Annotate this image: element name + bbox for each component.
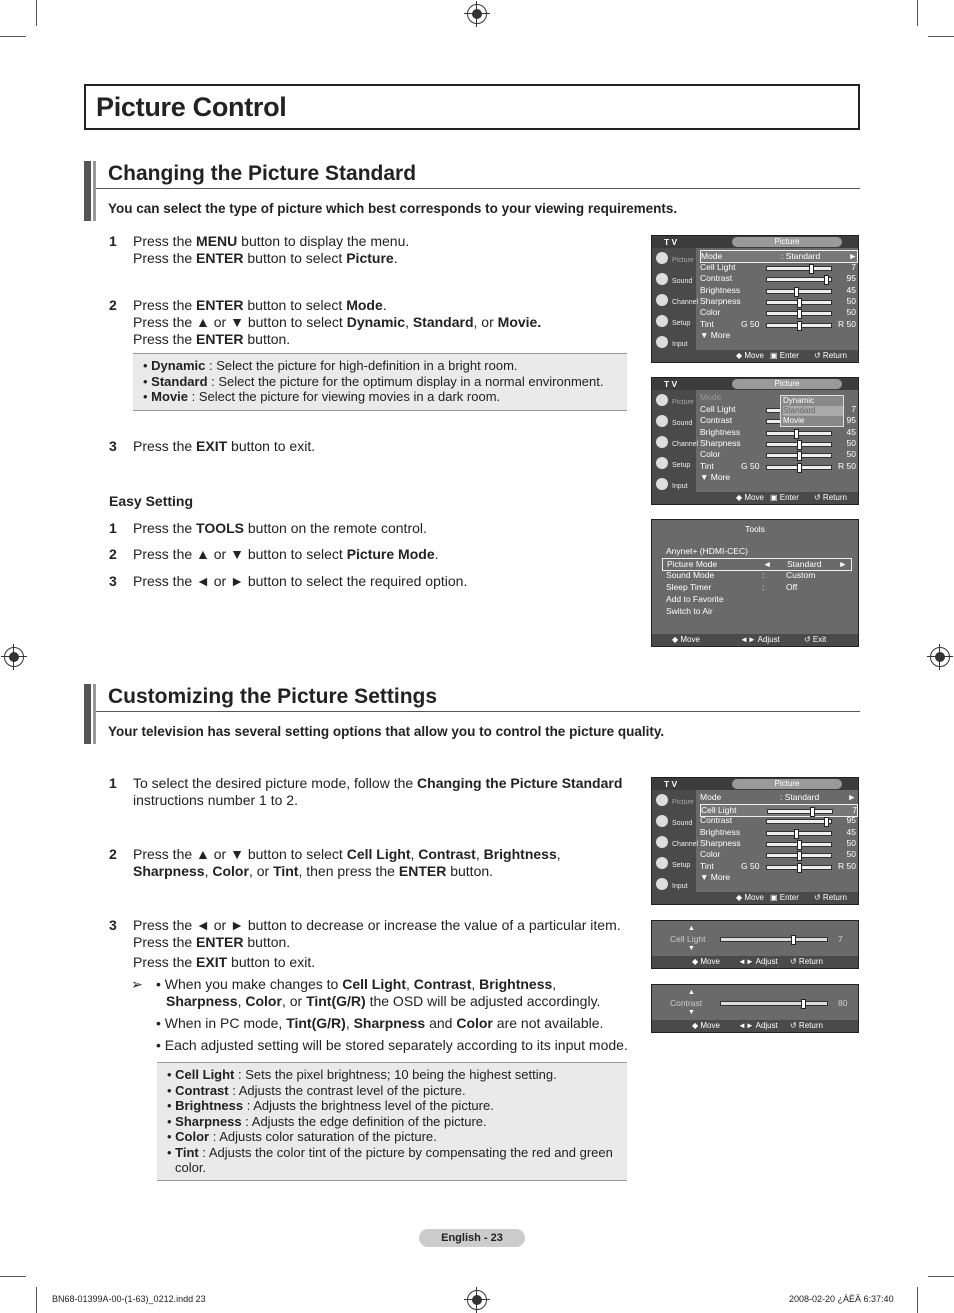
osd-setting-row [700,296,856,307]
osd-mode-row [700,792,856,803]
sidebar-item-label: Sound [672,820,693,827]
footer-move: ◆ Move [736,351,764,360]
footer-move: ◆ Move [692,957,720,966]
sound-icon [656,815,668,827]
adjust-slider [720,1001,828,1006]
dropdown-option: Standard [783,406,843,416]
sidebar-item-sound [654,271,694,291]
sidebar-item-label: Sound [672,420,693,427]
sidebar-item-picture [654,392,694,412]
sidebar-item-label: Picture [672,257,694,264]
tint-g: G 50 [741,460,760,471]
note-line: • Brightness : Adjusts the brightness level of the picture. [167,1098,494,1113]
tint-slider [766,865,832,870]
crop-mark [0,36,26,37]
tip-line: • When in PC mode, Tint(G/R), Sharpness and Color are not available. [156,1015,604,1031]
tools-item-sep: ◄ [763,559,772,569]
crop-mark [36,1287,37,1313]
adjust-label: Contrast [670,998,703,1008]
osd-sidebar [652,790,699,892]
step-text: Press the EXIT button to exit. [133,438,316,454]
osd-setting-row [700,849,856,860]
osd-tab: Picture [732,779,842,789]
row-label: Cell Light [700,262,736,272]
input-icon [656,878,668,890]
row-value: 50 [846,449,856,460]
step-number: 3 [109,573,117,589]
tip-arrow-icon: ➢ [131,976,143,992]
row-value: 45 [846,426,856,437]
page-title: Picture Control [96,92,287,122]
tint-slider [766,465,832,470]
step-number: 2 [109,846,117,862]
footer-return: ↺ Return [814,893,847,902]
osd-more-row: ▼ More [700,871,731,882]
row-value: 50 [846,849,856,860]
row-value: 50 [846,295,856,306]
row-slider [766,831,832,836]
osd-setting-row [700,273,856,284]
sidebar-item-setup [654,455,694,475]
footer-return: ↺ Return [814,351,847,360]
step-number: 2 [109,546,117,562]
osd-sidebar [652,390,699,492]
footer-enter: ▣ Enter [770,893,799,902]
row-slider [766,311,832,316]
section-heading: Customizing the Picture Settings [108,685,438,708]
osd-footer [652,492,858,504]
adjust-osd [651,920,859,969]
sidebar-item-sound [654,413,694,433]
sound-icon [656,415,668,427]
sidebar-item-label: Input [672,883,688,890]
row-label: Contrast [700,273,733,284]
tools-item-label: Switch to Air [666,606,713,616]
row-value: 50 [846,837,856,848]
sidebar-item-channel [654,434,699,454]
step-text: Press the ENTER button. [133,934,291,950]
footer-adjust: ◄► Adjust [738,957,778,966]
row-label: Tint [700,860,714,871]
crop-mark [928,36,954,37]
step-text: Press the ▲ or ▼ button to select Picture Mode. [133,546,439,562]
input-icon [656,478,668,490]
sidebar-item-label: Sound [672,278,693,285]
step-text: Press the ▲ or ▼ button to select Dynamic, Standard, or Movie. [133,314,542,330]
sidebar-item-label: Input [672,341,688,348]
row-label: Tint [700,318,714,329]
osd-more-row: ▼ More [700,471,731,482]
arrow-right-icon: ► [847,792,856,802]
picture-icon [656,252,668,264]
row-value: 50 [846,437,856,448]
row-slider [766,853,832,858]
tint-slider [766,323,832,328]
row-value: 7 [851,404,856,414]
registration-mark-icon [467,1290,487,1310]
row-value: 95 [846,815,856,826]
tip-line: • When you make changes to Cell Light, Contrast, Brightness, [156,976,557,992]
row-slider [766,431,832,436]
adjust-label: Cell Light [670,934,706,944]
sidebar-item-label: Input [672,483,688,490]
arrow-down-icon: ▼ [688,1009,695,1016]
note-line: color. [175,1160,207,1175]
osd-footer [652,892,858,904]
sidebar-item-label: Setup [672,862,691,869]
row-slider [766,300,832,305]
note-line: • Color : Adjusts color saturation of the picture. [167,1129,437,1144]
setup-icon [656,857,668,869]
footer-return: ↺ Return [790,957,823,966]
tools-item-label: Add to Favorite [666,594,724,604]
row-value: 45 [846,284,856,295]
tint-r: R 50 [838,318,856,329]
slider-knob [791,935,796,945]
osd-setting-row [700,307,856,318]
step-text: Press the ENTER button to select Mode. [133,297,387,313]
picture-menu-osd [651,777,859,905]
note-box [157,1062,627,1181]
footer-enter: ▣ Enter [770,493,799,502]
row-label: Color [700,849,721,860]
footer-move: ◆ Move [736,493,764,502]
title-box [84,84,860,130]
picture-menu-osd [651,235,859,363]
osd-header [652,236,858,248]
crop-mark [917,1287,918,1313]
crop-mark [928,1276,954,1277]
row-label: Cell Light [700,404,736,414]
row-label: Brightness [700,426,741,437]
row-label: Mode [700,392,722,402]
sound-icon [656,273,668,285]
step-text: Press the ENTER button. [133,331,291,347]
row-label: Mode [701,251,723,261]
adjust-value: 7 [838,934,843,944]
osd-footer [652,956,858,968]
file-name: BN68-01399A-00-(1-63)_0212.indd 23 [52,1294,206,1304]
row-label: Color [700,307,721,318]
tools-item-sep: : [762,582,765,592]
crop-mark [0,1276,26,1277]
row-slider [766,266,832,271]
section-bar [93,161,96,221]
note-box [133,353,627,411]
step-text: Press the TOOLS button on the remote control. [133,520,427,536]
row-slider [766,453,832,458]
row-slider [766,442,832,447]
tools-item-label: Picture Mode [667,559,718,569]
tools-item [662,582,850,593]
section-lead: You can select the type of picture which best corresponds to your viewing requirements. [108,201,678,216]
registration-mark-icon [467,4,487,24]
osd-setting-row [700,262,856,273]
osd-setting-row [700,285,856,296]
step-number: 3 [109,438,117,454]
footer-move: ◆ Move [692,1021,720,1030]
row-label: Cell Light [701,805,737,815]
dropdown-option: Dynamic [783,396,815,405]
setup-icon [656,315,668,327]
step-text: Sharpness, Color, or Tint, then press the ENTER button. [133,863,494,879]
row-label: Sharpness [700,437,741,448]
row-label: Tint [700,460,714,471]
section-bar [93,684,96,744]
sidebar-item-channel [654,834,699,854]
osd-footer [652,1020,858,1032]
row-label: Color [700,449,721,460]
sidebar-item-label: Setup [672,462,691,469]
footer-return: ↺ Return [790,1021,823,1030]
step-text: To select the desired picture mode, follow the Changing the Picture Standard [133,775,623,791]
row-value: 45 [846,826,856,837]
row-label: Brightness [700,284,741,295]
dropdown-option: Movie [783,416,805,425]
crop-mark [917,0,918,26]
tint-r: R 50 [838,860,856,871]
osd-setting-row [700,427,856,438]
row-label: Contrast [700,815,733,826]
note-line: • Tint : Adjusts the color tint of the picture by compensating the red and green [167,1144,613,1160]
tip-line: • Each adjusted setting will be stored separately according to its input mode. [156,1037,628,1053]
note-line: • Dynamic : Select the picture for high-definition in a bright room. [143,358,518,373]
row-slider [767,809,833,814]
osd-tv-label: T V [664,379,678,389]
osd-header [652,778,858,790]
osd-footer [652,350,858,362]
osd-sidebar [652,248,699,350]
osd-setting-row [700,827,856,838]
osd-setting-row [700,438,856,449]
note-line: • Sharpness : Adjusts the edge definition of the picture. [167,1113,487,1129]
osd-tint-row [700,319,856,330]
arrow-up-icon: ▲ [688,989,695,996]
step-text: Press the ◄ or ► button to select the required option. [133,573,468,589]
osd-tv-label: T V [664,237,678,247]
osd-setting-row [700,815,856,826]
footer-adjust: ◄► Adjust [738,1021,778,1030]
row-label: Contrast [700,415,733,426]
footer-exit: ↺ Exit [804,635,827,644]
row-value: 7 [852,805,857,815]
slider-knob [801,999,806,1009]
easy-setting-title: Easy Setting [109,493,194,509]
row-slider [766,289,832,294]
tools-title: Tools [745,524,765,534]
step-number: 1 [109,520,117,536]
tools-item-label: Sleep Timer [666,582,712,592]
adjust-slider [720,937,828,942]
step-number: 2 [109,297,117,313]
step-number: 1 [109,775,117,791]
channel-icon [656,836,668,848]
row-value: 95 [846,273,856,284]
tools-osd [651,519,859,647]
tip-line: Sharpness, Color, or Tint(G/R) the OSD will be adjusted accordingly. [166,993,601,1009]
tools-item-value: Custom [786,570,816,580]
step-text: Press the MENU button to display the menu. [133,233,410,249]
row-slider [766,819,832,824]
adjust-osd [651,984,859,1033]
setup-icon [656,457,668,469]
channel-icon [656,294,668,306]
section-rule [96,188,860,189]
sidebar-item-label: Picture [672,799,694,806]
sidebar-item-sound [654,813,694,833]
row-value: 7 [851,262,856,272]
sidebar-item-label: Channel [672,841,699,848]
step-text: Press the ◄ or ► button to decrease or increase the value of a particular item. [133,917,621,933]
footer-move: ◆ Move [736,893,764,902]
input-icon [656,336,668,348]
footer-return: ↺ Return [814,493,847,502]
note-line: • Movie : Select the picture for viewing movies in a dark room. [143,389,501,404]
row-label: Brightness [700,826,741,837]
osd-tab: Picture [732,237,842,247]
page-number: English - 23 [419,1229,525,1247]
sidebar-item-label: Channel [672,299,699,306]
picture-icon [656,394,668,406]
osd-tv-label: T V [664,779,678,789]
tint-r: R 50 [838,460,856,471]
footer-enter: ▣ Enter [770,351,799,360]
osd-setting-row [700,838,856,849]
crop-mark [36,0,37,26]
osd-tab: Picture [732,379,842,389]
row-value: 50 [846,307,856,318]
sidebar-item-channel [654,292,699,312]
arrow-right-icon: ► [848,251,857,261]
arrow-down-icon: ▼ [688,945,695,952]
row-value: : Standard [780,792,820,802]
note-line: • Contrast : Adjusts the contrast level of the picture. [167,1082,466,1098]
sidebar-item-setup [654,855,694,875]
osd-tint-row [700,461,856,472]
row-slider [766,842,832,847]
osd-header [652,378,858,390]
tools-item-value: Off [786,582,798,592]
sidebar-item-label: Setup [672,320,691,327]
section-rule [96,711,860,712]
tint-g: G 50 [741,318,760,329]
tools-item [662,570,850,581]
section-lead: Your television has several setting options that allow you to control the picture quality. [108,724,665,739]
osd-footer [652,634,858,646]
mode-dropdown [780,395,844,427]
row-value: : Standard [781,251,821,261]
row-label: Mode [700,792,722,802]
osd-setting-row [700,449,856,460]
tools-item [662,546,850,557]
tint-g: G 50 [741,860,760,871]
registration-mark-icon [930,647,950,667]
tools-item-sep: : [762,570,765,580]
adjust-value: 80 [838,998,848,1008]
print-date: 2008-02-20 ¿ÀÈÄ 6:37:40 [789,1294,894,1304]
arrow-right-icon: ► [838,559,847,569]
picture-icon [656,794,668,806]
sidebar-item-picture [654,250,694,270]
registration-mark-icon [4,647,24,667]
step-text: Press the ENTER button to select Picture. [133,250,398,266]
footer-move: ◆ Move [672,635,700,644]
arrow-up-icon: ▲ [688,925,695,932]
row-value: 95 [846,415,856,426]
row-label: Sharpness [700,837,741,848]
tools-item-value: Standard [787,559,822,569]
step-text: Press the ▲ or ▼ button to select Cell Light, Contrast, Brightness, [133,846,561,862]
footer-adjust: ◄► Adjust [740,635,780,644]
row-label: Sharpness [700,295,741,306]
channel-icon [656,436,668,448]
picture-menu-osd [651,377,859,505]
tools-item-label: Sound Mode [666,570,715,580]
sidebar-item-label: Picture [672,399,694,406]
row-slider [766,277,832,282]
tools-item [662,606,850,617]
section-bar [84,161,91,221]
step-number: 3 [109,917,117,933]
section-bar [84,684,91,744]
tools-item [662,594,850,605]
note-line: • Cell Light : Sets the pixel brightness; 10 being the highest setting. [167,1067,557,1082]
sidebar-item-label: Channel [672,441,699,448]
exit-instruction: Press the EXIT button to exit. [133,954,316,970]
step-number: 1 [109,233,117,249]
section-heading: Changing the Picture Standard [108,162,417,185]
tools-item-label: Anynet+ (HDMI-CEC) [666,546,748,556]
sidebar-item-picture [654,792,694,812]
osd-tint-row [700,861,856,872]
osd-more-row: ▼ More [700,329,731,340]
note-line: • Standard : Select the picture for the optimum display in a normal environment. [143,373,604,389]
sidebar-item-setup [654,313,694,333]
step-text: instructions number 1 to 2. [133,792,298,808]
